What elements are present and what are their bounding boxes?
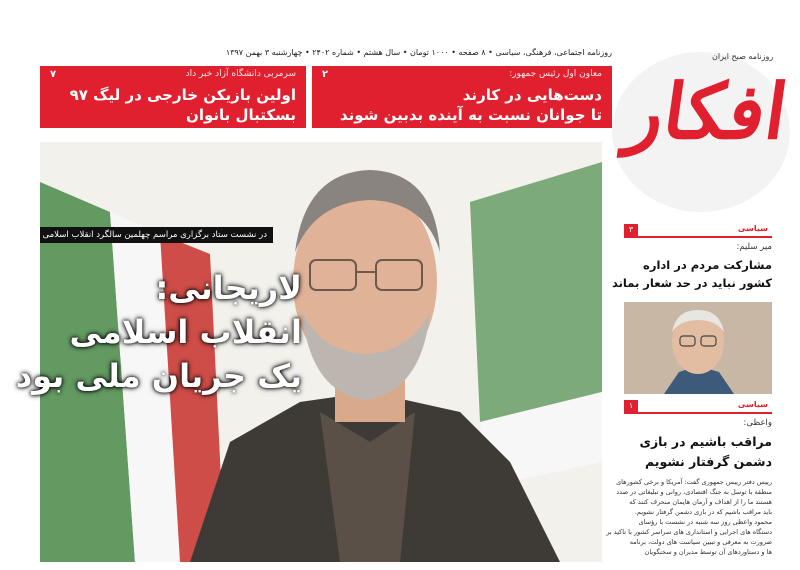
story-body-line: باید مراقب باشیم که در بازی دشمن گرفتار نشویم.: [634, 508, 772, 516]
section-page-number: ۳: [624, 224, 638, 236]
main-headline-line1[interactable]: لاریجانی:: [155, 269, 302, 307]
story-body-line: ضرورت به معرفی و تبیین سیاست های دولت، برنامه: [629, 538, 772, 546]
story-author: واعظی:: [743, 418, 772, 428]
story-title-line1[interactable]: مشارکت مردم در اداره: [643, 258, 772, 272]
teaser-kicker: معاون اول رئیس جمهور:: [509, 69, 602, 79]
teaser-headline-line2: تا جوانان نسبت به آینده بدبین شوند: [339, 106, 602, 124]
masthead-info-line: روزنامه اجتماعی، فرهنگی، سیاسی • ۸ صفحه • ۱۰۰۰ تومان • سال هشتم • شماره ۲۴۰۲ • چهارشنبه ۳ بهمن ۱۳۹۷: [225, 48, 612, 57]
right-column: [606, 212, 772, 570]
main-headline-line3[interactable]: یک جریان ملی بود: [15, 357, 302, 395]
main-headline-line2[interactable]: انقلاب اسلامی: [69, 313, 302, 351]
logo-tagline: روزنامه صبح ایران: [712, 52, 774, 61]
main-story-photo[interactable]: [15, 142, 602, 562]
logo-wordmark: افکار: [621, 67, 793, 156]
teaser-box-basketball[interactable]: [40, 66, 306, 128]
story-title-line2[interactable]: دشمن گرفتار نشویم: [644, 454, 772, 469]
main-story-kicker: در نشست ستاد برگزاری مراسم چهلمین سالگرد انقلاب اسلامی: [40, 227, 273, 243]
teaser-headline-line2: بسکتبال بانوان: [186, 106, 296, 124]
portrait-illustration: [15, 142, 602, 562]
section-label: سیاسی: [737, 400, 768, 409]
story-body-line: هستند ما را از اهداف و آرمان هایمان منحرف کنند که: [629, 498, 772, 506]
mirsalim-photo[interactable]: [624, 302, 772, 394]
story-body-line: محمود واعظی روز سه شنبه در نشست با رؤسای: [638, 518, 772, 526]
story-body-line: رییس دفتر رییس جمهوری گفت: آمریکا و برخی کشورهای: [616, 478, 772, 486]
newspaper-logo: [612, 34, 800, 212]
story-body-line: ها و دستاوردهای آن توسط مدیران و سخنگویان: [644, 548, 772, 556]
teaser-page-number: ۷: [50, 69, 57, 80]
story-title-line2[interactable]: کشور نباید در حد شعار بماند: [611, 276, 772, 290]
teaser-box-vice-president[interactable]: [312, 66, 612, 128]
story-body-line: دستگاه های اجرایی و استانداری های سراسر کشور با تاکید بر: [606, 528, 772, 536]
section-label: سیاسی: [737, 224, 768, 233]
section-bar-politics: [624, 224, 772, 238]
portrait-thumbnail: [624, 302, 772, 394]
teaser-kicker: سرمربی دانشگاه آزاد خبر داد: [185, 69, 296, 79]
teaser-page-number: ۲: [322, 69, 329, 80]
section-page-number: ۱: [624, 400, 638, 412]
teaser-headline-line1: دست‌هایی در کارند: [462, 86, 602, 104]
story-author: میر سلیم:: [736, 242, 772, 252]
section-bar-politics-2: [624, 400, 772, 414]
story-body-line: منطقه با توسل به جنگ اقتصادی، روانی و تبلیغاتی در صدد: [616, 488, 772, 496]
story-title-line1[interactable]: مراقب باشیم در بازی: [639, 434, 772, 449]
teaser-headline-line1: اولین بازیکن خارجی در لیگ ۹۷: [69, 86, 296, 104]
